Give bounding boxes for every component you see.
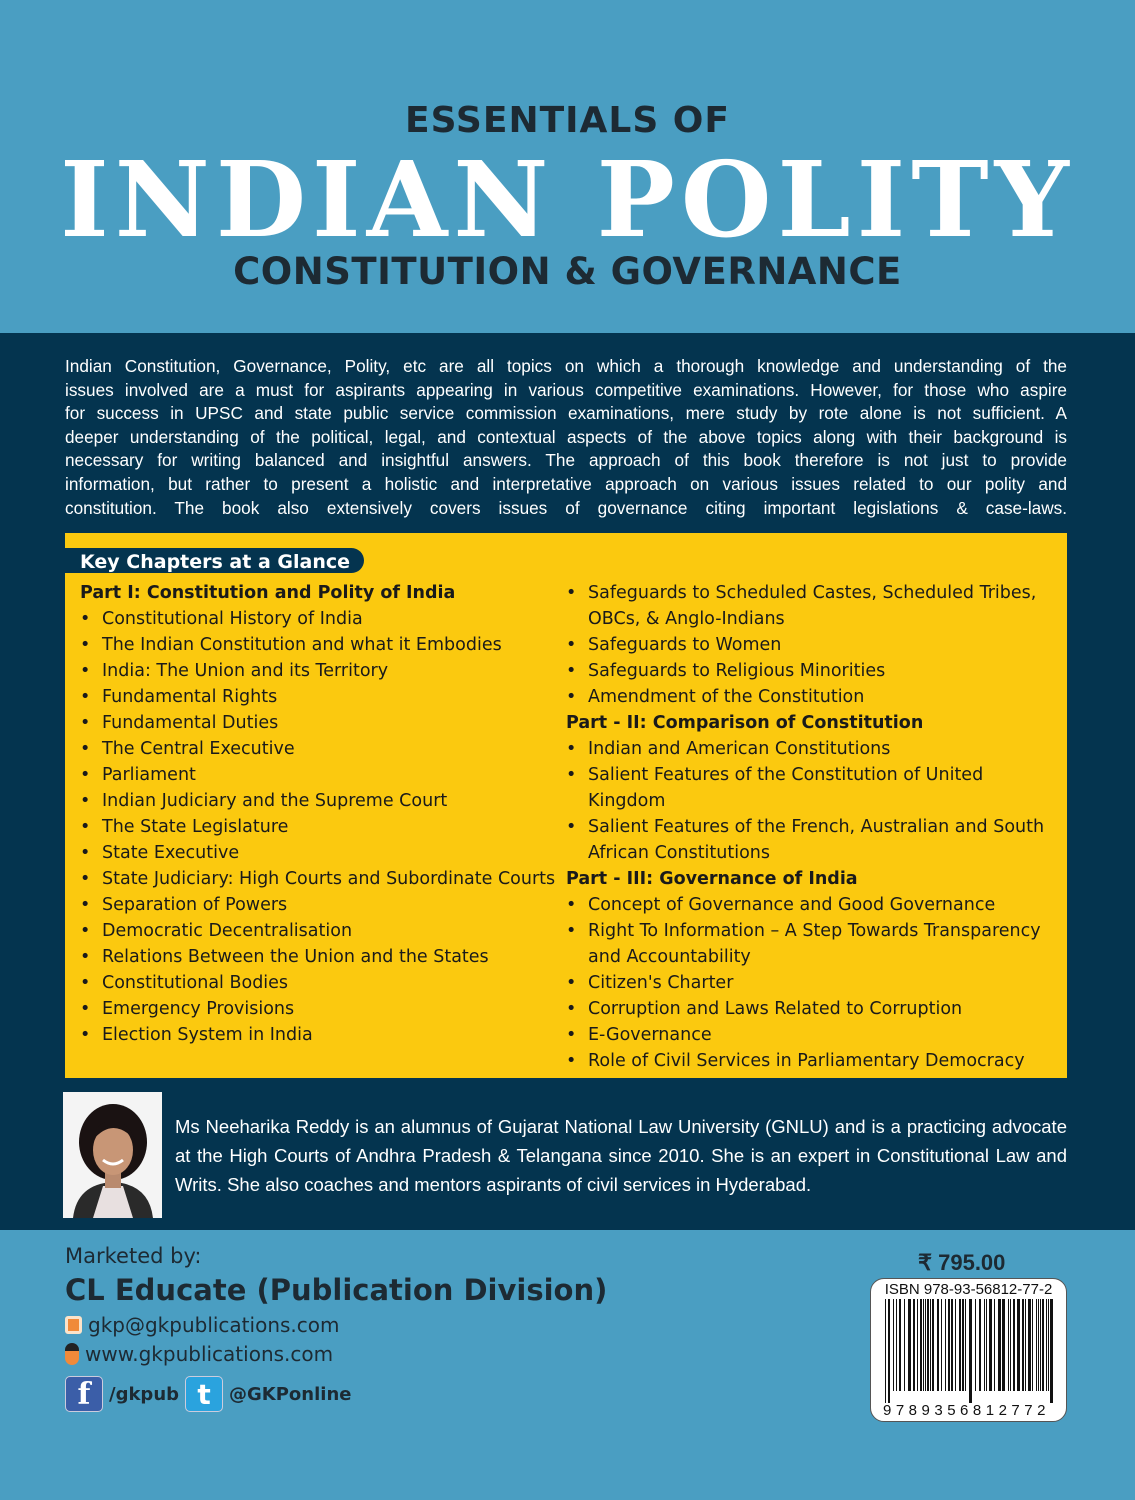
- email-link[interactable]: gkp@gkpublications.com: [88, 1313, 340, 1337]
- barcode-bar: [998, 1299, 1001, 1391]
- chapter-item: • The State Legislature: [80, 814, 560, 840]
- barcode-bar: [896, 1299, 897, 1391]
- isbn-label: ISBN 978-93-56812-77-2: [884, 1281, 1053, 1298]
- barcode-bar: [1022, 1299, 1024, 1391]
- facebook-icon[interactable]: f: [65, 1376, 103, 1412]
- barcode-bar: [1032, 1299, 1033, 1391]
- intro-line: constitution. The book also extensively covers issues of governance citing important legislations & case-laws.: [65, 497, 1067, 518]
- chapter-item: • Election System in India: [80, 1022, 560, 1048]
- barcode-bar: [948, 1299, 950, 1391]
- barcode-bar: [917, 1299, 918, 1391]
- chapter-item: • Citizen's Charter: [566, 970, 1056, 996]
- email-line: [65, 1313, 339, 1337]
- chapter-item: • Indian and American Constitutions: [566, 736, 1056, 762]
- barcode-bar: [979, 1299, 981, 1391]
- chapters-left-column: [80, 580, 560, 1048]
- part-heading: Part - III: Governance of India: [566, 869, 858, 889]
- barcode-bar: [923, 1299, 924, 1391]
- twitter-handle[interactable]: @GKPonline: [229, 1383, 352, 1405]
- website-line: [65, 1342, 333, 1366]
- key-chapters-box: [65, 533, 1067, 1078]
- barcode-bar: [1040, 1299, 1041, 1391]
- chapter-item: African Constitutions: [588, 843, 771, 863]
- chapter-item: • Separation of Powers: [80, 892, 560, 918]
- cover-header: [0, 0, 1135, 333]
- barcode-bar: [941, 1299, 942, 1391]
- barcode-bar: [1025, 1299, 1026, 1391]
- barcode-bar: [1017, 1299, 1020, 1391]
- email-icon: [65, 1316, 82, 1334]
- publisher-name: CL Educate (Publication Division): [65, 1273, 608, 1307]
- intro-paragraph: [65, 355, 1067, 520]
- barcode-bar: [927, 1299, 929, 1391]
- chapter-item: • India: The Union and its Territory: [80, 658, 560, 684]
- barcode-bar: [951, 1299, 953, 1391]
- barcode-bar: [1028, 1299, 1031, 1391]
- intro-line: information, but rather to present a holistic and interpretative approach on various issues related to our polity and: [65, 473, 1067, 494]
- barcode-bar: [984, 1299, 985, 1391]
- intro-line: issues involved are a must for aspirants appearing in various competitive examinations. However, for those who aspire: [65, 379, 1067, 400]
- facebook-handle[interactable]: /gkpub: [109, 1383, 180, 1405]
- part-heading: Part I: Constitution and Polity of India: [80, 583, 456, 603]
- chapter-item: • E-Governance: [566, 1022, 1056, 1048]
- social-links: [65, 1376, 351, 1412]
- barcode-digits: 9789356812772: [883, 1402, 1050, 1419]
- intro-line: deeper understanding of the political, legal, and contextual aspects of the above topics along with their background is: [65, 426, 1067, 447]
- chapter-item: • Corruption and Laws Related to Corruption: [566, 996, 1056, 1022]
- barcode-bars: [885, 1299, 1055, 1405]
- barcode-bar: [994, 1299, 995, 1391]
- website-link[interactable]: www.gkpublications.com: [85, 1342, 334, 1366]
- barcode-bar: [986, 1299, 987, 1391]
- chapter-item: • Safeguards to Religious Minorities: [566, 658, 1056, 684]
- isbn-barcode: [870, 1278, 1067, 1422]
- barcode-bar: [888, 1299, 890, 1403]
- chapter-item: • Safeguards to Scheduled Castes, Scheduled Tribes,: [566, 580, 1056, 606]
- chapter-item: and Accountability: [588, 947, 751, 967]
- chapter-item: • Relations Between the Union and the States: [80, 944, 560, 970]
- chapter-item: • Democratic Decentralisation: [80, 918, 560, 944]
- barcode-bar: [945, 1299, 946, 1391]
- part-heading: Part - II: Comparison of Constitution: [566, 713, 924, 733]
- barcode-bar: [965, 1299, 966, 1391]
- author-photo: [63, 1092, 162, 1218]
- barcode-bar: [975, 1299, 976, 1391]
- intro-line: for success in UPSC and state public service commission examinations, mere study by rote alone is not sufficient. A: [65, 403, 1067, 424]
- mouse-icon: [65, 1343, 79, 1365]
- price: ₹ 795.00: [918, 1250, 1006, 1275]
- barcode-bar: [893, 1299, 894, 1391]
- barcode-bar: [969, 1299, 972, 1403]
- chapter-item: • The Central Executive: [80, 736, 560, 762]
- barcode-bar: [1010, 1299, 1011, 1391]
- intro-line: necessary for writing balanced and insightful answers. The approach of this book therefore is not just to provide: [65, 450, 1067, 471]
- chapter-item: • Concept of Governance and Good Governance: [566, 892, 1056, 918]
- chapter-item: • The Indian Constitution and what it Embodies: [80, 632, 560, 658]
- chapter-item: • Constitutional History of India: [80, 606, 560, 632]
- chapter-item: Kingdom: [588, 791, 666, 811]
- barcode-bar: [1036, 1299, 1037, 1391]
- key-chapters-heading: Key Chapters at a Glance: [65, 546, 366, 575]
- barcode-bar: [955, 1299, 956, 1391]
- barcode-bar: [1038, 1299, 1039, 1391]
- barcode-bar: [908, 1299, 911, 1391]
- series-title: ESSENTIALS OF: [405, 100, 730, 141]
- barcode-bar: [930, 1299, 931, 1391]
- marketed-by-label: Marketed by:: [65, 1244, 202, 1268]
- chapter-item: • Salient Features of the French, Australian and South: [566, 814, 1056, 840]
- barcode-bar: [885, 1299, 886, 1403]
- chapter-item: • Parliament: [80, 762, 560, 788]
- chapter-item: • Emergency Provisions: [80, 996, 560, 1022]
- barcode-bar: [899, 1299, 901, 1391]
- barcode-bar: [989, 1299, 992, 1391]
- chapter-item: • Salient Features of the Constitution of United: [566, 762, 1056, 788]
- barcode-bar: [1050, 1299, 1053, 1403]
- chapter-item: • State Judiciary: High Courts and Subordinate Courts: [80, 866, 560, 892]
- barcode-bar: [1048, 1299, 1049, 1391]
- barcode-bar: [913, 1299, 915, 1391]
- barcode-bar: [937, 1299, 939, 1391]
- barcode-bar: [932, 1299, 934, 1391]
- intro-line: Indian Constitution, Governance, Polity, etc are all topics on which a thorough knowledge and understanding of the: [65, 356, 1067, 376]
- barcode-bar: [959, 1299, 961, 1391]
- chapter-item: • State Executive: [80, 840, 560, 866]
- twitter-icon[interactable]: t: [185, 1376, 223, 1412]
- barcode-bar: [925, 1299, 926, 1391]
- chapter-item: • Fundamental Rights: [80, 684, 560, 710]
- chapters-right-column: [566, 580, 1056, 1074]
- book-title: INDIAN POLITY: [60, 138, 1075, 261]
- chapter-item: • Indian Judiciary and the Supreme Court: [80, 788, 560, 814]
- chapter-item: • Safeguards to Women: [566, 632, 1056, 658]
- barcode-bar: [920, 1299, 922, 1391]
- author-bio: Ms Neeharika Reddy is an alumnus of Gujarat National Law University (GNLU) and is a practicing advocate at the High Courts of Andhra Pradesh & Telangana since 2010. She is an expert in Constitutional Law and Writs. She also coaches and mentors aspirants of civil services in Hyderabad.: [175, 1116, 1067, 1195]
- chapter-item: OBCs, & Anglo-Indians: [588, 609, 785, 629]
- chapter-item: • Right To Information – A Step Towards Transparency: [566, 918, 1056, 944]
- barcode-bar: [962, 1299, 964, 1391]
- chapter-item: • Constitutional Bodies: [80, 970, 560, 996]
- barcode-bar: [1046, 1299, 1047, 1391]
- barcode-bar: [904, 1299, 905, 1391]
- chapter-item: • Fundamental Duties: [80, 710, 560, 736]
- barcode-bar: [1008, 1299, 1009, 1391]
- barcode-bar: [1002, 1299, 1005, 1391]
- book-subtitle: CONSTITUTION & GOVERNANCE: [233, 250, 902, 293]
- chapter-item: • Amendment of the Constitution: [566, 684, 1056, 710]
- barcode-bar: [1013, 1299, 1015, 1391]
- chapter-item: • Role of Civil Services in Parliamentary Democracy: [566, 1048, 1056, 1074]
- barcode-bar: [1042, 1299, 1044, 1391]
